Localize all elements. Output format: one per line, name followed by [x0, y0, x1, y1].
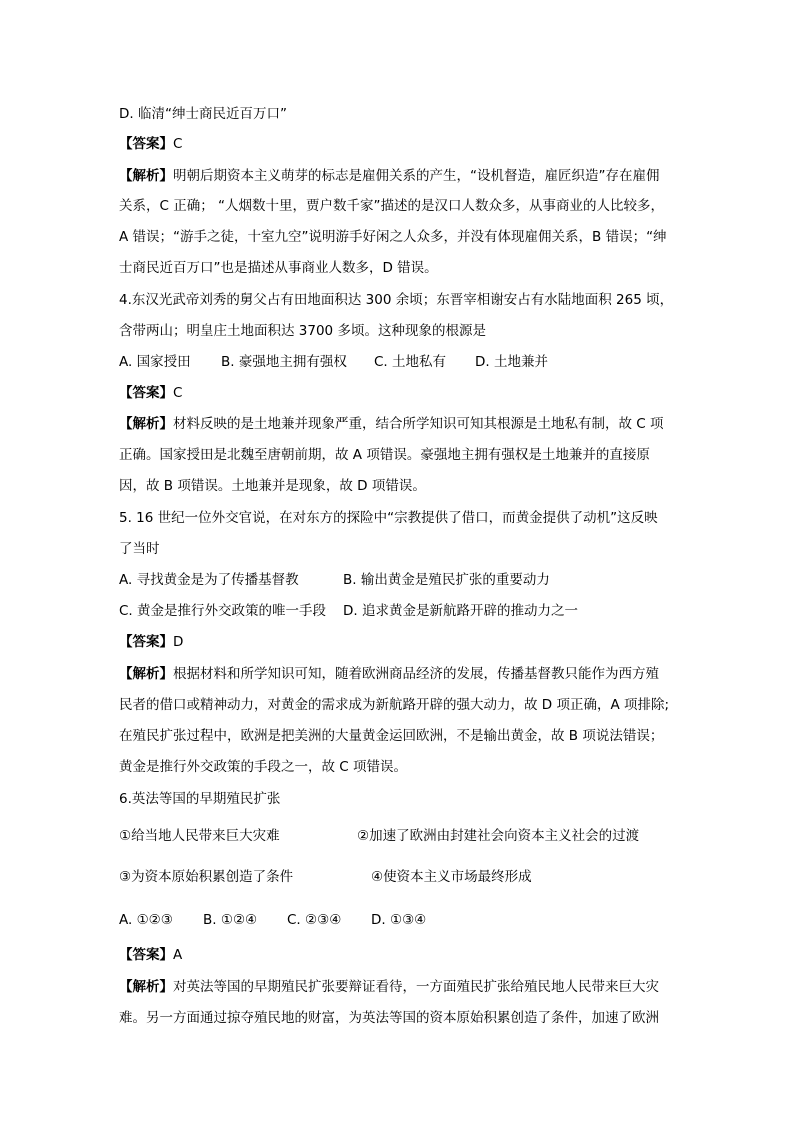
q5-analysis-line-1: 【解析】根据材料和所学知识可知，随着欧洲商品经济的发展，传播基督教只能作为西方殖 — [119, 666, 659, 682]
q5-analysis-line-2: 民者的借口或精神动力，对黄金的需求成为新航路开辟的强大动力，故 D 项正确，A 项排除; — [119, 697, 670, 713]
q6-analysis-line-1: 【解析】对英法等国的早期殖民扩张要辩证看待，一方面殖民扩张给殖民地人民带来巨大灾 — [119, 979, 659, 995]
q5-analysis-line-3: 在殖民扩张过程中，欧洲是把美洲的大量黄金运回欧洲，不是输出黄金，故 B 项说法错误； — [119, 728, 664, 744]
q6-statement-3: ③为资本原始积累创造了条件 — [119, 869, 294, 885]
q3-answer: 【答案】C — [119, 136, 183, 152]
q6-answer: 【答案】A — [119, 947, 183, 963]
q6-stem: 6.英法等国的早期殖民扩张 — [119, 791, 281, 807]
q5-option-b[interactable]: B. 输出黄金是殖民扩张的重要动力 — [343, 572, 550, 588]
q6-option-d[interactable]: D. ①③④ — [371, 912, 427, 928]
section-marker: 【解析】 — [119, 416, 173, 432]
q3-analysis-line-4: 士商民近百万口”也是描述从事商业人数多，D 错误。 — [119, 260, 438, 276]
q5-answer: 【答案】D — [119, 634, 184, 650]
q5-stem-line-2: 了当时 — [119, 541, 160, 557]
q5-stem-line-1: 5. 16 世纪一位外交官说，在对东方的探险中“宗教提供了借口，而黄金提供了动机”这反映 — [119, 510, 658, 526]
q3-analysis-line-2: 关系，C 正确； “人烟数十里，贾户数千家”描述的是汉口人数众多，从事商业的人比较多， — [119, 198, 664, 214]
q6-option-c[interactable]: C. ②③④ — [287, 912, 342, 928]
q4-analysis-line-2: 正确。国家授田是北魏至唐朝前期，故 A 项错误。豪强地主拥有强权是土地兼并的直接原 — [119, 447, 650, 463]
section-marker: 【解析】 — [119, 666, 173, 682]
q3-analysis-line-3: A 错误；“游手之徒，十室九空”说明游手好闲之人众多，并没有体现雇佣关系，B 错误；“绅 — [119, 229, 667, 245]
q6-statement-1: ①给当地人民带来巨大灾难 — [119, 828, 280, 844]
q4-option-b[interactable]: B. 豪强地主拥有强权 — [221, 354, 347, 370]
q4-analysis-line-3: 因，故 B 项错误。土地兼并是现象，故 D 项错误。 — [119, 478, 426, 494]
q4-stem-line-1: 4.东汉光武帝刘秀的舅父占有田地面积达 300 余顷；东晋宰相谢安占有水陆地面积 265 顷， — [119, 292, 674, 308]
q5-option-c[interactable]: C. 黄金是推行外交政策的唯一手段 — [119, 603, 327, 619]
section-marker: 【解析】 — [119, 979, 173, 995]
q6-option-b[interactable]: B. ①②④ — [203, 912, 258, 928]
q6-statement-2: ②加速了欧洲由封建社会向资本主义社会的过渡 — [357, 828, 640, 844]
q4-answer: 【答案】C — [119, 385, 183, 401]
q4-option-a[interactable]: A. 国家授田 — [119, 354, 191, 370]
q5-analysis-line-4: 黄金是推行外交政策的手段之一，故 C 项错误。 — [119, 759, 408, 775]
q4-analysis-line-1: 【解析】材料反映的是土地兼并现象严重，结合所学知识可知其根源是土地私有制，故 C 项 — [119, 416, 664, 432]
q3-analysis-line-1: 【解析】明朝后期资本主义萌芽的标志是雇佣关系的产生，“设机督造，雇匠织造”存在雇佣 — [119, 168, 660, 184]
section-marker: 【答案】 — [119, 947, 173, 963]
q4-stem-line-2: 含带两山；明皇庄土地面积达 3700 多顷。这种现象的根源是 — [119, 323, 486, 339]
q4-option-d[interactable]: D. 土地兼并 — [475, 354, 548, 370]
q3-option-d: D. 临清“绅士商民近百万口” — [119, 106, 287, 122]
q6-option-a[interactable]: A. ①②③ — [119, 912, 173, 928]
q4-option-c[interactable]: C. 土地私有 — [374, 354, 447, 370]
section-marker: 【答案】 — [119, 385, 173, 401]
q5-option-d[interactable]: D. 追求黄金是新航路开辟的推动力之一 — [343, 603, 578, 619]
q5-option-a[interactable]: A. 寻找黄金是为了传播基督教 — [119, 572, 299, 588]
section-marker: 【答案】 — [119, 136, 173, 152]
q6-analysis-line-2: 难。另一方面通过掠夺殖民地的财富，为英法等国的资本原始积累创造了条件，加速了欧洲 — [119, 1010, 659, 1026]
section-marker: 【答案】 — [119, 634, 173, 650]
q6-statement-4: ④使资本主义市场最终形成 — [371, 869, 532, 885]
section-marker: 【解析】 — [119, 168, 173, 184]
